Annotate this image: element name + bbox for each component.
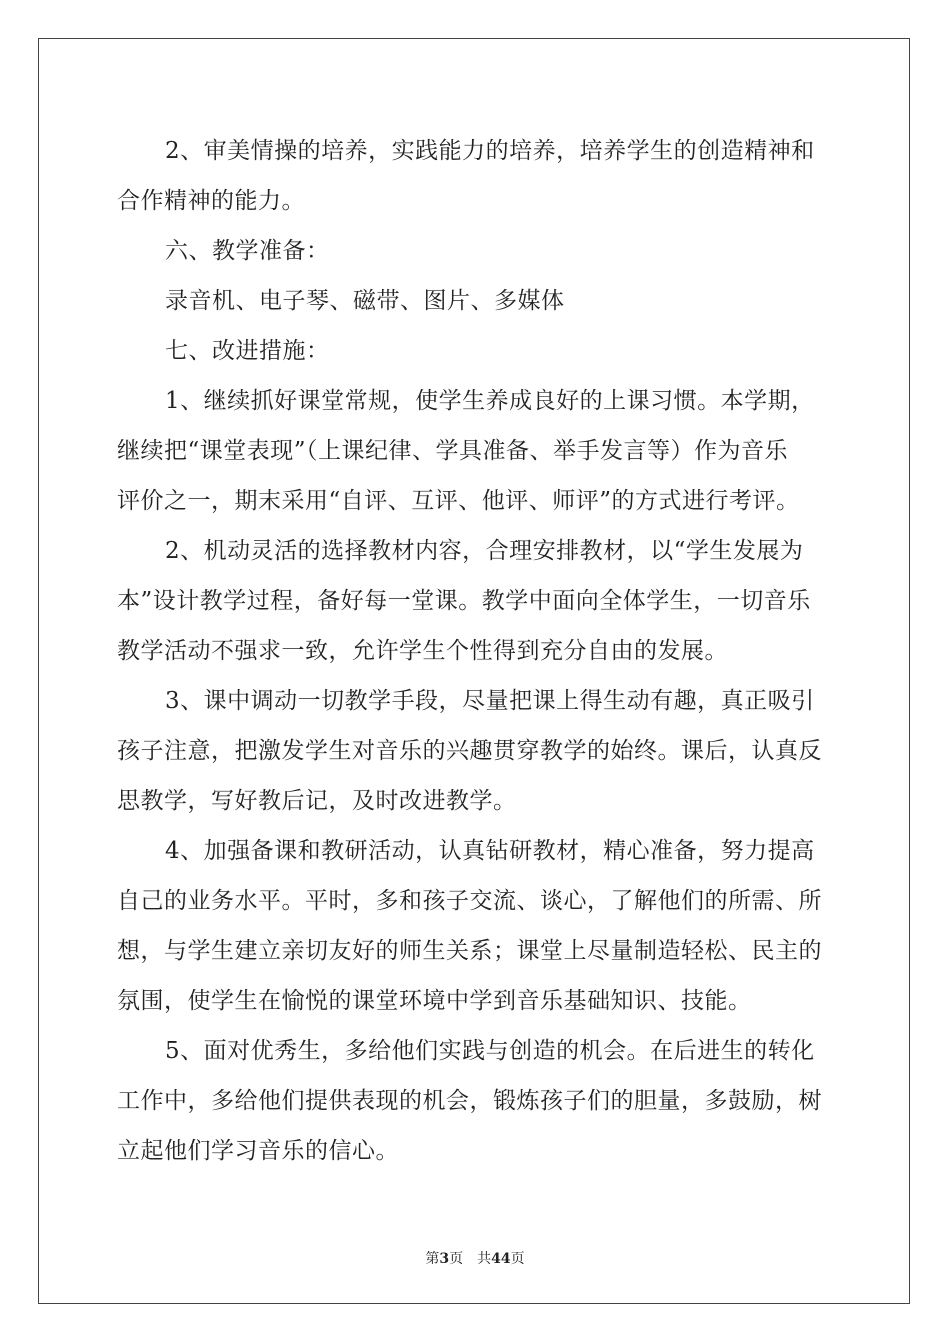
paragraph-line: 2、机动灵活的选择教材内容，合理安排教材，以“学生发展为 <box>165 538 804 564</box>
total-prefix: 共 <box>477 1251 492 1267</box>
paragraph-line: 想，与学生建立亲切友好的师生关系；课堂上尽量制造轻松、民主的 <box>117 938 822 964</box>
paragraph-line: 立起他们学习音乐的信心。 <box>117 1138 399 1164</box>
paragraph-line: 4、加强备课和教研活动，认真钻研教材，精心准备，努力提高 <box>165 838 815 864</box>
paragraph-line: 工作中，多给他们提供表现的机会，锻炼孩子们的胆量，多鼓励，树 <box>117 1088 822 1114</box>
paragraph-line: 1、继续抓好课堂常规，使学生养成良好的上课习惯。本学期， <box>165 388 815 414</box>
paragraph-line: 氛围，使学生在愉悦的课堂环境中学到音乐基础知识、技能。 <box>117 988 752 1014</box>
paragraph-line: 5、面对优秀生，多给他们实践与创造的机会。在后进生的转化 <box>165 1038 815 1064</box>
paragraph-line: 自己的业务水平。平时，多和孩子交流、谈心，了解他们的所需、所 <box>117 888 822 914</box>
paragraph-line: 孩子注意，把激发学生对音乐的兴趣贯穿教学的始终。课后，认真反 <box>117 738 822 764</box>
page-suffix: 页 <box>449 1251 464 1267</box>
paragraph-line: 3、课中调动一切教学手段，尽量把课上得生动有趣，真正吸引 <box>165 688 815 714</box>
section-heading: 六、教学准备： <box>165 238 330 264</box>
paragraph-line: 评价之一，期末采用“自评、互评、他评、师评”的方式进行考评。 <box>117 488 800 514</box>
page-footer <box>0 1248 950 1268</box>
paragraph-line: 思教学，写好教后记，及时改进教学。 <box>117 788 517 814</box>
paragraph-line: 合作精神的能力。 <box>117 188 305 214</box>
document-body <box>117 126 833 1176</box>
paragraph-line: 2、审美情操的培养，实践能力的培养，培养学生的创造精神和 <box>165 138 815 164</box>
paragraph-line: 本”设计教学过程，备好每一堂课。教学中面向全体学生，一切音乐 <box>117 588 811 614</box>
total-pages: 44 <box>491 1251 511 1267</box>
total-suffix: 页 <box>510 1251 525 1267</box>
section-heading: 七、改进措施： <box>165 338 330 364</box>
paragraph-line: 录音机、电子琴、磁带、图片、多媒体 <box>165 288 565 314</box>
paragraph-line: 教学活动不强求一致，允许学生个性得到充分自由的发展。 <box>117 638 728 664</box>
page-prefix: 第 <box>425 1251 440 1267</box>
paragraph-line: 继续把“课堂表现”（上课纪律、学具准备、举手发言等）作为音乐 <box>117 438 789 464</box>
page-number: 3 <box>439 1251 450 1267</box>
